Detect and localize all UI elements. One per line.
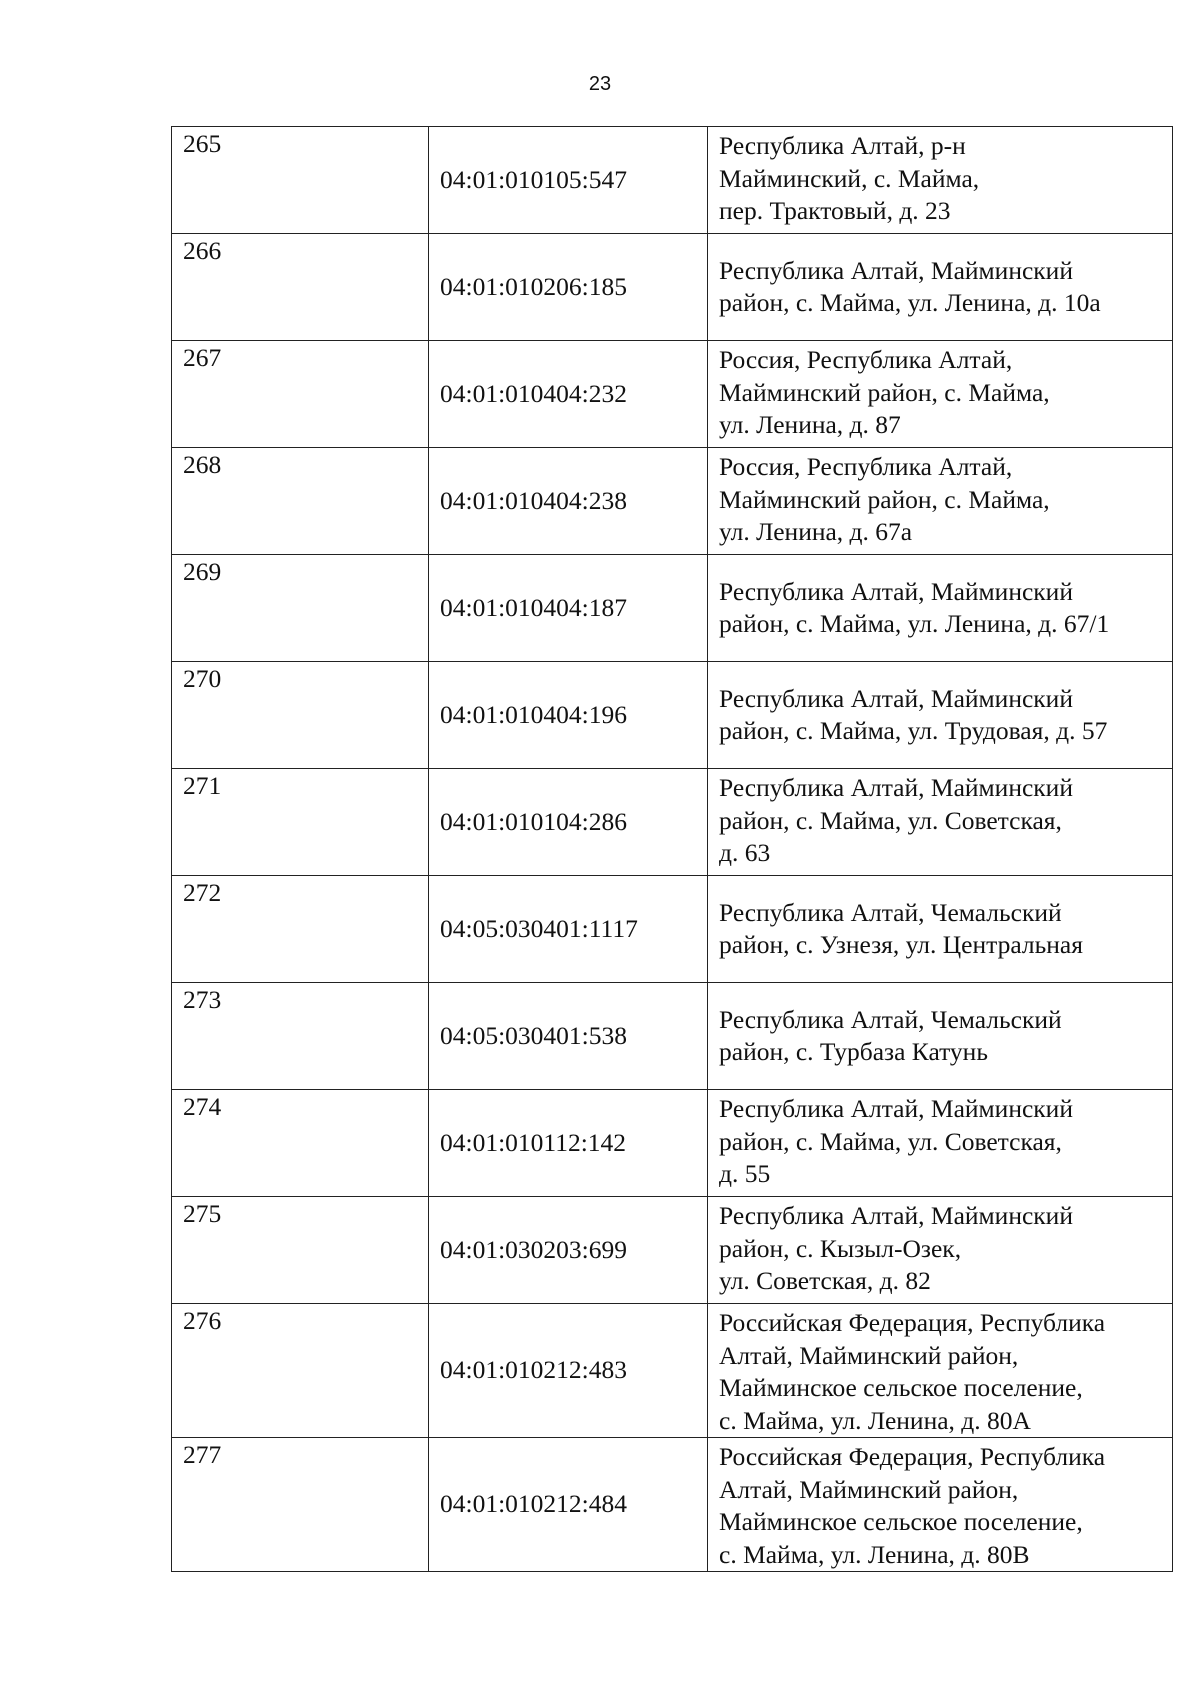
table-row bbox=[172, 234, 1173, 341]
cadastral-number: 04:01:010404:238 bbox=[429, 448, 708, 555]
row-number: 272 bbox=[172, 876, 429, 983]
address: Республика Алтай, Чемальский район, с. Узнезя, ул. Центральная bbox=[708, 876, 1173, 983]
address: Россия, Республика Алтай, Майминский район, с. Майма, ул. Ленина, д. 67а bbox=[708, 448, 1173, 555]
table-row bbox=[172, 876, 1173, 983]
table-row bbox=[172, 448, 1173, 555]
cadastral-number: 04:01:010212:484 bbox=[429, 1438, 708, 1572]
row-number: 273 bbox=[172, 983, 429, 1090]
address: Республика Алтай, Чемальский район, с. Турбаза Катунь bbox=[708, 983, 1173, 1090]
address: Российская Федерация, Республика Алтай, Майминский район, Майминское сельское поселение, с. Майма, ул. Ленина, д. 80В bbox=[708, 1438, 1173, 1572]
cadastral-number: 04:01:010404:187 bbox=[429, 555, 708, 662]
table-row bbox=[172, 769, 1173, 876]
address: Республика Алтай, Майминский район, с. Майма, ул. Трудовая, д. 57 bbox=[708, 662, 1173, 769]
address: Республика Алтай, Майминский район, с. Майма, ул. Ленина, д. 67/1 bbox=[708, 555, 1173, 662]
row-number: 271 bbox=[172, 769, 429, 876]
cadastral-number: 04:05:030401:1117 bbox=[429, 876, 708, 983]
cadastral-number: 04:01:010404:232 bbox=[429, 341, 708, 448]
cadastral-number: 04:01:010212:483 bbox=[429, 1304, 708, 1438]
table-row bbox=[172, 1438, 1173, 1572]
row-number: 276 bbox=[172, 1304, 429, 1438]
row-number: 274 bbox=[172, 1090, 429, 1197]
address: Республика Алтай, Майминский район, с. Майма, ул. Советская, д. 55 bbox=[708, 1090, 1173, 1197]
address: Россия, Республика Алтай, Майминский район, с. Майма, ул. Ленина, д. 87 bbox=[708, 341, 1173, 448]
table-row bbox=[172, 662, 1173, 769]
table-row bbox=[172, 1197, 1173, 1304]
table-row bbox=[172, 983, 1173, 1090]
cadastral-number: 04:01:030203:699 bbox=[429, 1197, 708, 1304]
cadastral-number: 04:01:010404:196 bbox=[429, 662, 708, 769]
row-number: 267 bbox=[172, 341, 429, 448]
cadastral-number: 04:01:010112:142 bbox=[429, 1090, 708, 1197]
cadastral-number: 04:01:010206:185 bbox=[429, 234, 708, 341]
row-number: 269 bbox=[172, 555, 429, 662]
address: Российская Федерация, Республика Алтай, Майминский район, Майминское сельское поселение, с. Майма, ул. Ленина, д. 80А bbox=[708, 1304, 1173, 1438]
cadastral-number: 04:01:010105:547 bbox=[429, 127, 708, 234]
row-number: 266 bbox=[172, 234, 429, 341]
row-number: 268 bbox=[172, 448, 429, 555]
table-row bbox=[172, 127, 1173, 234]
address: Республика Алтай, Майминский район, с. Майма, ул. Советская, д. 63 bbox=[708, 769, 1173, 876]
row-number: 270 bbox=[172, 662, 429, 769]
row-number: 265 bbox=[172, 127, 429, 234]
row-number: 277 bbox=[172, 1438, 429, 1572]
table-row bbox=[172, 341, 1173, 448]
address: Республика Алтай, р-н Майминский, с. Майма, пер. Трактовый, д. 23 bbox=[708, 127, 1173, 234]
row-number: 275 bbox=[172, 1197, 429, 1304]
page-number: 23 bbox=[588, 73, 612, 95]
address: Республика Алтай, Майминский район, с. Майма, ул. Ленина, д. 10а bbox=[708, 234, 1173, 341]
address: Республика Алтай, Майминский район, с. Кызыл-Озек, ул. Советская, д. 82 bbox=[708, 1197, 1173, 1304]
cadastral-number: 04:01:010104:286 bbox=[429, 769, 708, 876]
table-row bbox=[172, 555, 1173, 662]
table-row bbox=[172, 1304, 1173, 1438]
cadastral-number: 04:05:030401:538 bbox=[429, 983, 708, 1090]
property-registry-table bbox=[171, 126, 1173, 1572]
table-row bbox=[172, 1090, 1173, 1197]
